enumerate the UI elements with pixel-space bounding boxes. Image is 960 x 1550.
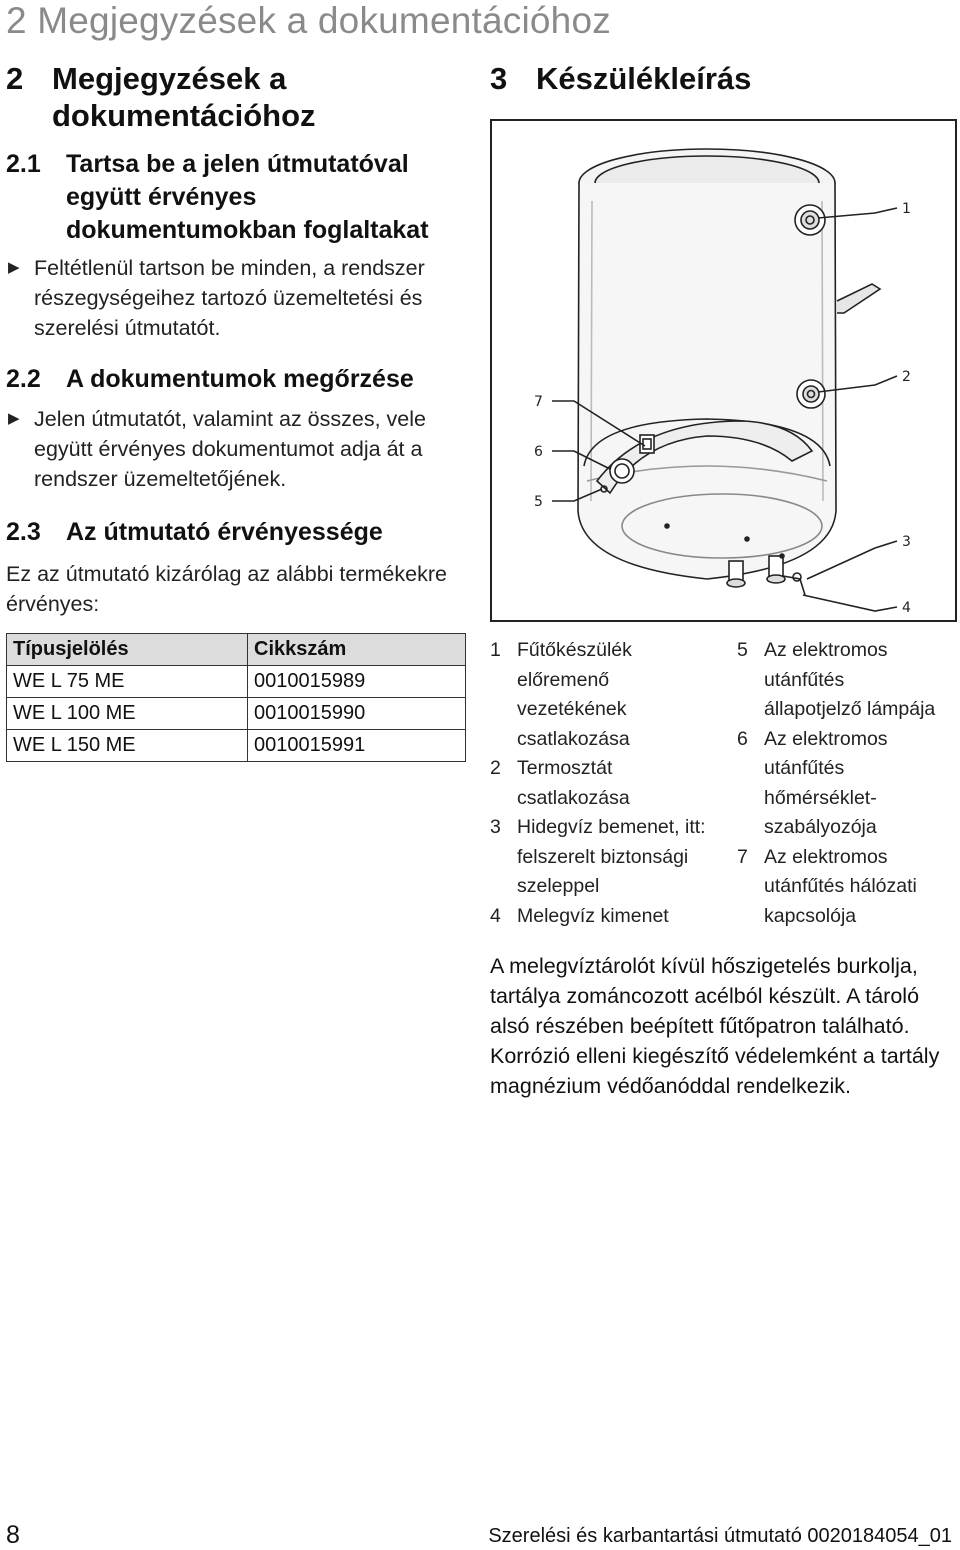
legend-text: Melegvíz kimenet [517, 904, 669, 927]
bullet-text: Jelen útmutatót, valamint az összes, vele együtt érvényes dokumentumot adja át a rendszer üzemeltetőjének. [34, 407, 426, 491]
legend-column-right [737, 636, 955, 931]
section-number: 2.2 [6, 365, 41, 393]
legend-item [490, 636, 737, 754]
figure-callout-3: 3 [902, 534, 911, 550]
legend-item [490, 754, 737, 813]
validity-text: Ez az útmutató kizárólag az alábbi termékekre érvényes: [6, 562, 447, 616]
triangle-bullet-icon: ▶ [8, 410, 20, 427]
legend-item [490, 902, 737, 932]
table-cell: 0010015990 [248, 698, 466, 730]
section-number: 2 [6, 61, 24, 96]
table-row [7, 730, 466, 762]
legend-item [737, 843, 955, 932]
section-title: Az útmutató érvényessége [66, 518, 383, 546]
table-header-cell: Cikkszám [248, 634, 466, 666]
section-title: A dokumentumok megőrzése [66, 365, 414, 393]
section-3-heading [490, 60, 955, 97]
legend-number: 2 [490, 757, 501, 779]
figure-callout-5: 5 [534, 494, 543, 510]
table-cell: WE L 100 ME [7, 698, 248, 730]
figure-legend [490, 636, 955, 931]
section-number: 2.1 [6, 150, 41, 178]
legend-number: 6 [737, 727, 748, 750]
table-header-cell: Típusjelölés [7, 634, 248, 666]
bullet-item [6, 404, 466, 494]
footer-text: Szerelési és karbantartási útmutató 0020184054_01 [488, 1525, 952, 1547]
bullet-item [6, 253, 466, 343]
legend-number: 1 [490, 639, 501, 661]
table-cell: WE L 75 ME [7, 666, 248, 698]
legend-text: Fűtőkészülék előremenő vezetékének csatlakozása [517, 639, 632, 750]
section-number: 2.3 [6, 518, 41, 546]
legend-number: 5 [737, 639, 748, 661]
section-title: Készülékleírás [536, 61, 752, 96]
legend-text: Az elektromos utánfűtés állapotjelző lámpája [764, 639, 936, 720]
product-table [6, 633, 466, 762]
table-row [7, 698, 466, 730]
water-heater-illustration [492, 121, 955, 620]
section-2-heading [6, 60, 466, 134]
figure-callout-2: 2 [902, 369, 911, 385]
device-description: A melegvíztárolót kívül hőszigetelés burkolja, tartálya zománcozott acélból készült. A tároló alsó részében beépített fűtőpatron található. Korrózió elleni kiegészítő védelemként a tartály magnézium védőanóddal rendelkezik. [490, 954, 940, 1098]
figure-callout-4: 4 [902, 600, 911, 616]
legend-number: 4 [490, 904, 501, 927]
figure-callout-1: 1 [902, 201, 911, 217]
section-2-2-heading [6, 363, 466, 396]
bullet-text: Feltétlenül tartson be minden, a rendszer részegységeihez tartozó üzemeltetési és szerelési útmutatót. [34, 256, 425, 340]
table-cell: 0010015991 [248, 730, 466, 762]
legend-text: Hidegvíz bemenet, itt: felszerelt biztonsági szeleppel [517, 816, 706, 897]
legend-number: 7 [737, 845, 748, 868]
section-2-1-heading [6, 148, 466, 247]
table-row [7, 666, 466, 698]
left-column [6, 60, 466, 762]
triangle-bullet-icon: ▶ [8, 259, 20, 276]
legend-text: Az elektromos utánfűtés hálózati kapcsolója [764, 845, 917, 927]
table-header-row [7, 634, 466, 666]
legend-text: Termosztát csatlakozása [517, 757, 630, 809]
water-heater-figure [490, 119, 957, 622]
legend-text: Az elektromos utánfűtés hőmérséklet-szabályozója [764, 727, 888, 838]
section-title: Tartsa be a jelen útmutatóval együtt érvényes dokumentumokban foglaltakat [66, 150, 429, 244]
table-cell: WE L 150 ME [7, 730, 248, 762]
legend-number: 3 [490, 816, 501, 838]
figure-callout-6: 6 [534, 444, 543, 460]
right-column [490, 60, 955, 1101]
section-number: 3 [490, 61, 508, 96]
legend-item [737, 725, 955, 843]
table-cell: 0010015989 [248, 666, 466, 698]
legend-item [737, 636, 955, 725]
section-2-3-heading [6, 516, 466, 549]
section-title: Megjegyzések a dokumentációhoz [52, 61, 316, 133]
figure-callout-7: 7 [534, 394, 543, 410]
legend-item [490, 813, 737, 902]
legend-column-left [490, 636, 737, 931]
running-header: 2 Megjegyzések a dokumentációhoz [6, 0, 611, 41]
page-number: 8 [6, 1521, 20, 1549]
